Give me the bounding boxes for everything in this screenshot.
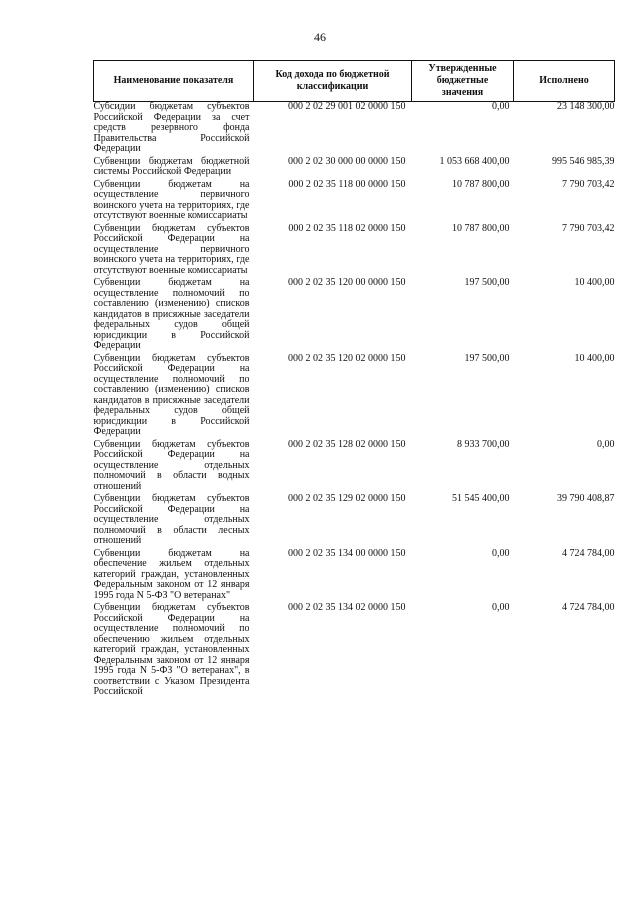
table-row: [94, 603, 615, 700]
indicator-name: Субвенции бюджетам субъектов Российской Федерации на осуществление отдельных полномочий в области водных отношений: [93, 438, 250, 492]
income-code: 000 2 02 35 129 02 0000 150: [288, 493, 406, 504]
table-row: [94, 102, 615, 157]
table-row: [94, 549, 615, 604]
approved-value: 8 933 700,00: [457, 438, 510, 450]
income-code: 000 2 02 35 118 02 0000 150: [288, 222, 406, 234]
indicator-name: Субвенции бюджетам субъектов Российской Федерации на осуществление полномочий по обеспечению жильем отдельных категорий граждан, установленных Федеральным законом от 12 января 1995 года N 5-ФЗ "О ветеранах", в соответствии с Указом Президента Российской: [93, 602, 250, 697]
table-row: [94, 180, 615, 224]
executed-value: 23 148 300,00: [557, 101, 615, 112]
indicator-name: Субвенции бюджетам на обеспечение жильем отдельных категорий граждан, установленных Федеральным законом от 12 января 1995 года N 5-ФЗ "О ветеранах": [93, 547, 250, 601]
approved-value: 197 500,00: [464, 352, 510, 364]
executed-value: 39 790 408,87: [557, 493, 615, 504]
header-indicator-name: Наименование показателя: [94, 61, 254, 102]
table-row: [94, 278, 615, 354]
approved-value: 197 500,00: [464, 277, 510, 288]
approved-value: 10 787 800,00: [452, 178, 510, 190]
approved-value: 0,00: [492, 602, 510, 613]
executed-value: 10 400,00: [574, 352, 615, 364]
budget-table: [93, 60, 615, 700]
income-code: 000 2 02 35 128 02 0000 150: [288, 438, 406, 450]
income-code: 000 2 02 35 120 02 0000 150: [288, 352, 406, 364]
income-code: 000 2 02 30 000 00 0000 150: [288, 155, 406, 167]
table-row: [94, 224, 615, 279]
executed-value: 995 546 985,39: [552, 155, 615, 167]
executed-value: 7 790 703,42: [562, 178, 615, 190]
header-executed: Исполнено: [514, 61, 615, 102]
table-body: [94, 102, 615, 700]
executed-value: 7 790 703,42: [562, 222, 615, 234]
income-code: 000 2 02 29 001 02 0000 150: [288, 101, 406, 112]
indicator-name: Субвенции бюджетам бюджетной системы Российской Федерации: [93, 155, 250, 177]
approved-value: 10 787 800,00: [452, 222, 510, 234]
indicator-name: Субвенции бюджетам на осуществление полномочий по составлению (изменению) списков кандидатов в присяжные заседатели федеральных судов общей юрисдикции в Российской Федерации: [93, 277, 250, 351]
header-income-code: Код дохода по бюджетной классификации: [254, 61, 412, 102]
income-code: 000 2 02 35 118 00 0000 150: [288, 178, 406, 190]
income-code: 000 2 02 35 134 02 0000 150: [288, 602, 406, 613]
header-approved-values: Утвержденные бюджетные значения: [412, 61, 514, 102]
indicator-name: Субвенции бюджетам на осуществление первичного воинского учета на территориях, где отсутствуют военные комиссариаты: [93, 178, 250, 221]
approved-value: 0,00: [492, 547, 510, 559]
indicator-name: Субвенции бюджетам субъектов Российской Федерации на осуществление полномочий по составлению (изменению) списков кандидатов в присяжные заседатели федеральных судов общей юрисдикции в Российской Федерации: [93, 352, 250, 437]
table-row: [94, 354, 615, 440]
approved-value: 51 545 400,00: [452, 493, 510, 504]
table-row: [94, 157, 615, 180]
table-row: [94, 440, 615, 495]
approved-value: 0,00: [492, 101, 510, 112]
page-number: 46: [314, 30, 326, 44]
approved-value: 1 053 668 400,00: [439, 155, 510, 167]
table-row: [94, 494, 615, 549]
executed-value: 4 724 784,00: [562, 547, 615, 559]
table-header-row: [94, 61, 615, 102]
executed-value: 0,00: [597, 438, 615, 450]
indicator-name: Субсидии бюджетам субъектов Российской Федерации за счет средств резервного фонда Правительства Российской Федерации: [93, 101, 250, 154]
indicator-name: Субвенции бюджетам субъектов Российской Федерации на осуществление первичного воинского учета на территориях, где отсутствуют военные комиссариаты: [93, 222, 250, 276]
executed-value: 4 724 784,00: [562, 602, 615, 613]
income-code: 000 2 02 35 120 00 0000 150: [288, 277, 406, 288]
indicator-name: Субвенции бюджетам субъектов Российской Федерации на осуществление отдельных полномочий в области лесных отношений: [93, 493, 250, 546]
income-code: 000 2 02 35 134 00 0000 150: [288, 547, 406, 559]
executed-value: 10 400,00: [574, 277, 615, 288]
